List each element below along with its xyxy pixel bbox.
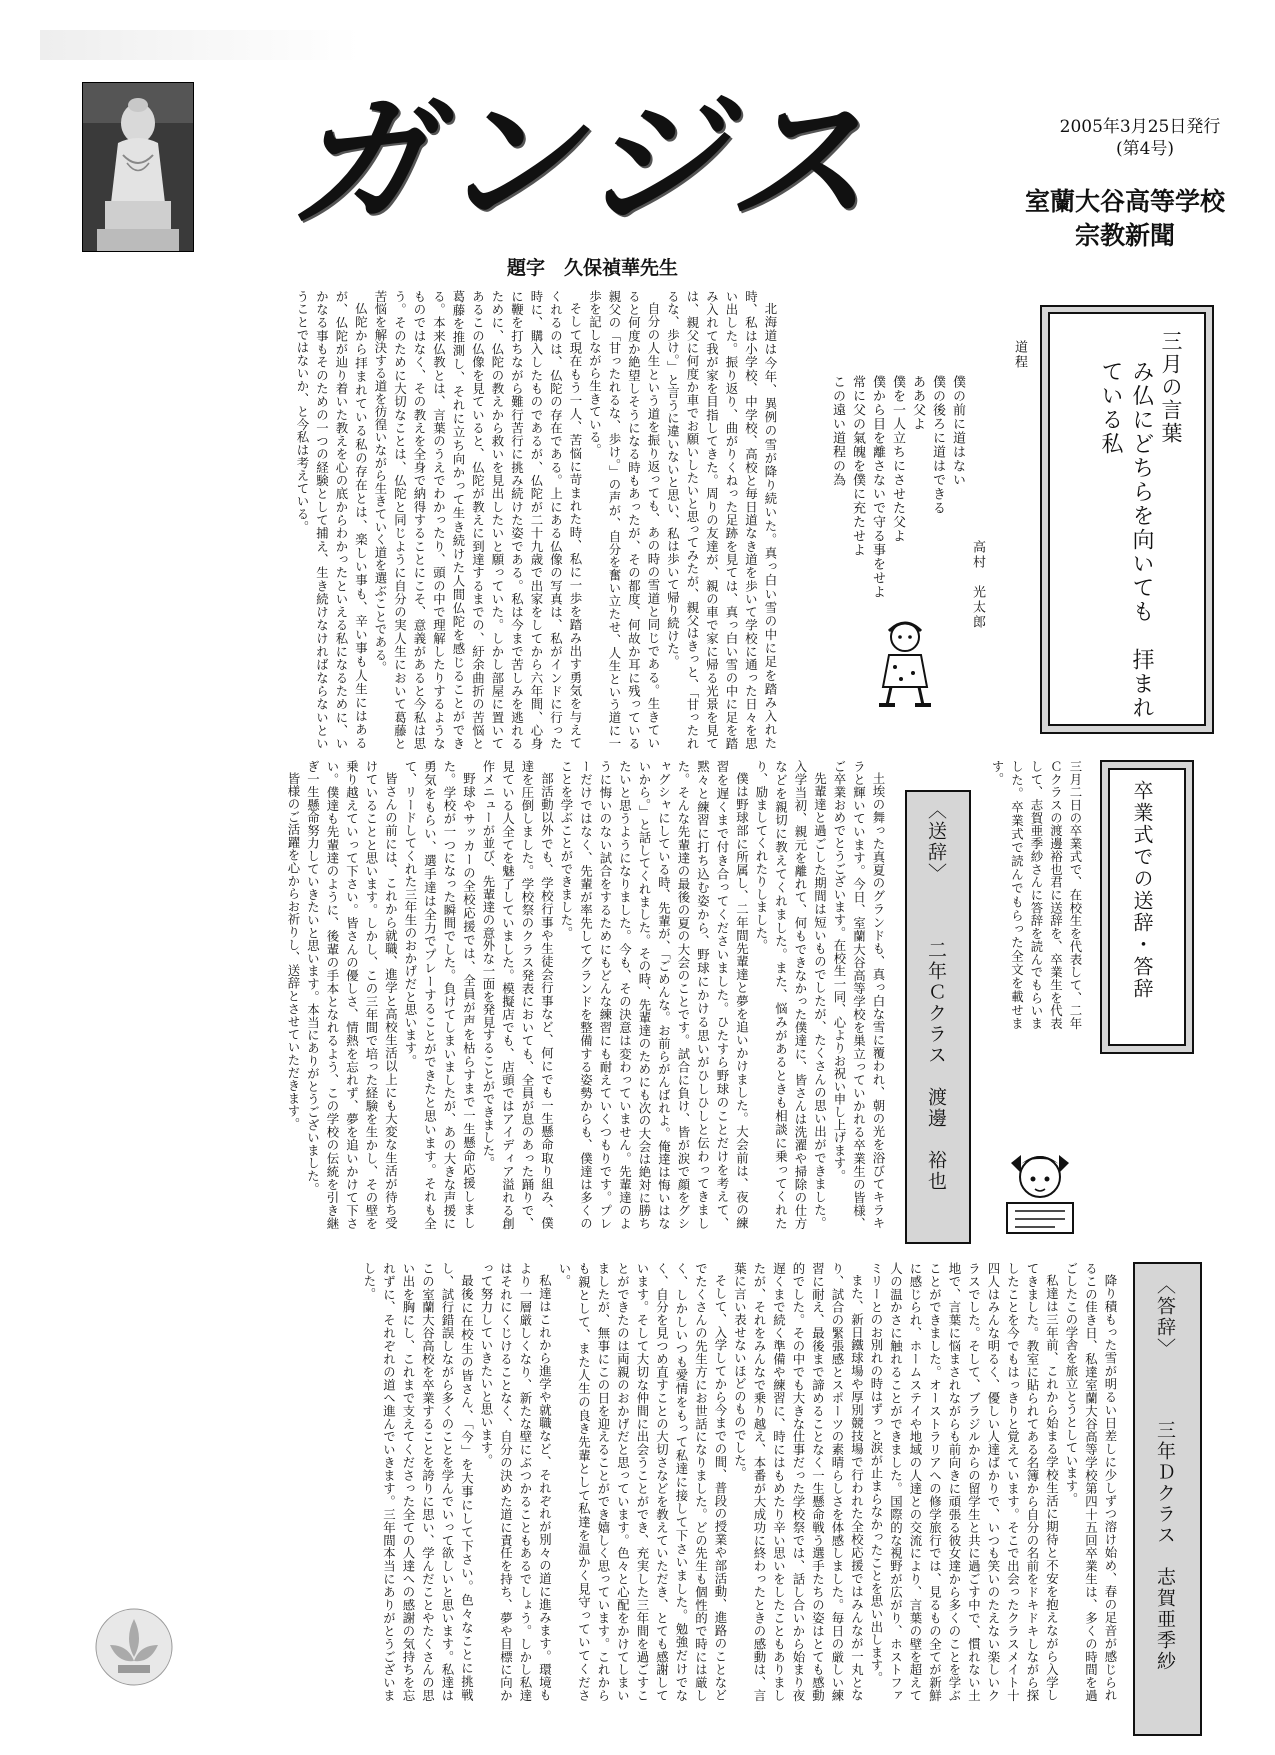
farewell-paragraph: 野球やサッカーの全校応援では、全員が声を枯らすまで一生懸命応援しました。学校が一つになった瞬間でした。負けてしまいましたが、あの大きな声援に勇気をもらい、選手達は全力でプレーすることができたと思います。それも全て、リードしてくれた三年生のおかげだと思います。 (403, 760, 477, 1230)
poem-line: 常に父の氣魄を僕に充たせよ (850, 375, 865, 557)
graduation-heading: 卒業式での送辞・答辞 (1130, 780, 1154, 1000)
poem-title: 道程 (1012, 340, 1027, 370)
farewell-heading: 〈送辞〉 (925, 800, 947, 884)
reply-paragraph: 私達はこれから進学や就職など、それぞれが別々の道に進みます。環境もより一層厳しくなり、新たな壁にぶつかることもあるでしょう。しかし私達はそれにくじけることなく、自分の決めた道に責任を持ち、夢や目標に向かって努力していきたいと思います。 (479, 1262, 553, 1702)
issue-date: 2005年3月25日発行 (1059, 117, 1221, 137)
farewell-paragraph: 皆様のご活躍を心からお祈りし、送辞とさせていただきます。 (286, 772, 301, 1131)
farewell-paragraph: 先輩達と過ごした期間は短いものでしたが、たくさんの思い出ができました。入学当初、親元を離れて、何もできなかった僕達に、皆さんは洗濯や掃除の仕方などを親切に教えてくれました。また、悩みがあるときも相談に乗ってくれたり、励ましてくれたりしました。 (754, 760, 828, 1230)
paper-name: 宗教新聞 (1074, 221, 1175, 250)
poem-line: この遠い道程の為 (830, 375, 845, 487)
graduation-intro: 三月二日の卒業式で、在校生を代表して、二年Ｃクラスの渡邊裕也君に送辞を、卒業生を代表して、志賀亜季紗さんに答辞を読んでもらいました。卒業式で読んでもらった全文を載せます。 (990, 760, 1083, 1030)
essay-paragraph: 仏陀から拝まれている私の存在とは、楽しい事も、辛い事も人生にはあるが、仏陀が辿り着いた教えを心の底からわかったといえる私になるために、いかなる事もそのための一つの経験として捕え、生き続けなければならないということではないか、と今私は考えている。 (295, 290, 369, 750)
reply-class: 三年Ｄクラス 志賀亜季紗 (1154, 1420, 1176, 1672)
poem-line: ああ父よ (910, 375, 925, 431)
poem-line: 僕の前に道はない (950, 375, 965, 487)
reply-paragraph: 私達は三年前、これから始まる学校生活に期待と不安を抱えながら入学してきました。教室に貼られてある名簿から自分の名前をドキドキしながら探したことを今でもはっきりと覚えています。そこで出会ったクラスメイト十四人はみんな明るく、優しい人達ばかりで、いつも笑いのたえない楽しいクラスでした。そして、ブラジルからの留学生と共に過ごす中で、慣れない土地で、言葉に悩まされながらも前向きに頑張る彼女達から多くのことを学ぶことができました。オーストラリアへの修学旅行では、見るもの全てが新鮮に感じられ、ホームステイや地域の人達との交流により、言葉の壁を超えて人の温かさに触れることができました。国際的な視野が広がり、ホストファミリーとのお別れの時はずっと涙が止まらなかったことを思い出します。 (869, 1262, 1060, 1702)
words-of-month-phrase: み仏にどちらを向いても 拝まれている私 (1098, 360, 1154, 720)
essay-body (60, 290, 780, 750)
essay-paragraph: 北海道は今年、異例の雪が降り続いた。真っ白い雪の中に足を踏み入れた時、私は小学校、中学校、高校と毎日道なき道を歩いて学校に通った日々を思い出した。振り返り、曲がりくねった足跡を見ては、真っ白い雪の中に足を踏み入れて我が家を目指してきた。周りの友達が、親の車で家に帰る光景を見ては、親父に何度か車でお願いしたいと思ってみたが、親父はきっと、「甘ったれるな、歩け。」と言うに違いないと思い、私は歩いて帰り続けた。 (665, 290, 778, 750)
reply-paragraph: 降り積もった雪が明るい日差しに少しずつ溶け始め、春の足音が感じられるこの佳き日、私達室蘭大谷高等学校第四十五回卒業生は、多くの時間を過ごしたこの学舎を旅立とうとしています。 (1064, 1262, 1118, 1702)
farewell-paragraph: 土埃の舞った真夏のグランドも、真っ白な雪に覆われ、朝の光を浴びてキラキラと輝いています。今日、室蘭大谷高等学校を巣立っていかれる卒業生の皆様、ご卒業おめでとうございます。在校生一同、心よりお祝い申し上げます。 (832, 760, 886, 1230)
buddha-photo (82, 82, 194, 252)
essay-paragraph: 自分の人生という道を振り返っても、あの時の雪道と同じである。生きていると何度か絶望しそうになる時もあったが、その都度、何故か耳に残っている親父の「甘ったれるな、歩け。」の声が、自分を奮い立たせ、人生という道に一歩を記しながら生きている。 (587, 290, 661, 750)
issue-number: (第4号) (1115, 139, 1175, 159)
reply-paragraph: 最後に在校生の皆さん、「今」を大事にして下さい。色々なことに挑戦し、試行錯誤しながら多くのことを学んでいって欲しいと思います。私達はこの室蘭大谷高校を卒業することを誇りに思い、学んだことやたくさんの思い出を胸にし、これまで支えてくださった全ての人達への感謝の気持ちを忘れずに、それぞれの道へ進んでいきます。三年間本当にありがとうございました。 (362, 1262, 475, 1702)
girl-illustration (985, 1145, 1095, 1240)
essay-paragraph: そして現在もう一人、苦悩に苛まれた時、私に一歩を踏み出す勇気を与えてくれるのは、仏陀の存在である。上にある仏像の写真は、私がインドに行った時に、購入したものであるが、仏陀が二十九歳で出家をしてから六年間、心身に鞭を打ちながら難行苦行に挑み続けた姿である。私は今まで苦しみを逃れるために、仏陀の教えから救いを見出したいと願っていた。しかし部屋に置いてあるこの仏像を見ていると、仏陀が教えに到達するまでの、紆余曲折の苦悩と葛藤を推測し、それに立ち向かって生き続けた人間仏陀を感じることができる。本来仏教とは、言葉のうえでわかったり、頭の中で理解したりするようなものではなく、その教えを全身で納得することにこそ、意義があると今私は思う。そのために大切なことは、仏陀と同じように自分の実人生において葛藤と苦悩を解決する道を彷徨いながら生きていく道を選ぶことである。 (373, 290, 583, 750)
reply-paragraph: そして、入学してから今までの間、普段の授業や部活動、進路のことなどでたくさんの先生方にお世話になりました。どの先生も個性的で時には厳しく、しかしいつも愛情をもって私達に接して下さいました。勉強だけでなく、自分を見つめ直すことの大切さなどを教えていただき、とても感謝しています。そして大切な仲間に出会うことができ、充実した三年間を過ごすことができたのは両親のおかげだと思っています。色々と心配をかけてしまいましたが、無事にこの日を迎えることができ嬉しく思っています。これからも親として、また人生の良き先輩として私達を温かく見守っていてください。 (557, 1262, 728, 1702)
boy-illustration (865, 615, 945, 710)
reply-body (80, 1262, 1120, 1702)
scan-smudge (40, 30, 360, 60)
lotus-decoration (92, 1605, 177, 1690)
farewell-class: 二年Ｃクラス 渡邊 裕也 (925, 940, 947, 1192)
poem-line: 僕の後ろに道はできる (930, 375, 945, 515)
farewell-paragraph: 部活動以外でも、学校行事や生徒会行事など、何にでも一生懸命取り組み、僕達を圧倒しました。学校祭のクラス発表においても、全員が息のあった踊りで、見ている人全てを魅了していました。模擬店でも、店頭ではアイディア溢れる創作メニューが並び、先輩達の意外な一面を発見することができました。 (481, 760, 555, 1230)
poem-line: 僕を一人立ちにさせた父よ (890, 375, 905, 543)
words-of-month-heading: 三月の言葉 (1159, 330, 1183, 445)
farewell-body (60, 760, 888, 1230)
reply-heading: 〈答辞〉 (1154, 1275, 1176, 1359)
farewell-paragraph: 皆さんの前には、これから就職、進学と高校生活以上にも大変な生活が待ち受けていることと思います。しかし、この三年間で培った経験を生かし、その壁を乗り越えていって下さい。皆さんの優しさ、情熱を忘れず、夢を追いかけて下さい。僕達も先輩達のように、後輩の手本となれるよう、この学校の伝統を引き継ぎ一生懸命努力していきたいと思います。本当にありがとうございました。 (305, 760, 399, 1230)
poem-author: 高村 光太郎 (970, 540, 985, 630)
buddha-statue-icon (83, 83, 193, 251)
poem-line: 僕から目を離さないで守る事をせよ (870, 375, 885, 599)
farewell-paragraph: 僕は野球部に所属し、二年間先輩達と夢を追いかけました。大会前は、夜の練習を遅くまで付き合ってくださいました。ひたすら野球のことだけを考えて、黙々と練習に打ち込む姿から、野球にかける思いがひしひしと伝わってきました。そんな先輩達の最後の夏の大会のことです。試合に負け、皆が涙で顔をグシャグシャにしている時、先輩が、「ごめんな。お前らがんばれよ。俺達は悔いはないから。」と話してくれました。その時、先輩達のためにも次の大会は絶対に勝ちたいと思うようになりました。今も、その決意は変わっていません。先輩達のように悔いのない試合をするためにもどんな練習にも耐えていくつもりです。プレーだけではなく、先輩が率先してグランドを整備する姿勢からも、僕達は多くのことを学ぶことができました。 (559, 760, 750, 1230)
masthead-calligrapher: 題字 久保禎華先生 (507, 257, 679, 279)
school-name: 室蘭大谷高等学校 (1024, 187, 1225, 216)
masthead-title: ガンジス (290, 88, 875, 238)
reply-paragraph: また、新日鐵球場や厚別競技場で行われた全校応援ではみんなが一丸となり、試合の緊張感とスポーツの素晴らしさを体感しました。毎日の厳しい練習に耐え、最後まで諦めることなく一生懸命戦う選手たちの姿はとても感動的でした。その中でも大きな仕事だった学校祭では、話し合いから始まり夜遅くまで続く準備や練習に、時にはもめたり辛い思いをしたこともありましたが、それをみんなで乗り越え、本番が大成功に終わったときの感動は、言葉に言い表せないほどのものでした。 (732, 1262, 865, 1702)
